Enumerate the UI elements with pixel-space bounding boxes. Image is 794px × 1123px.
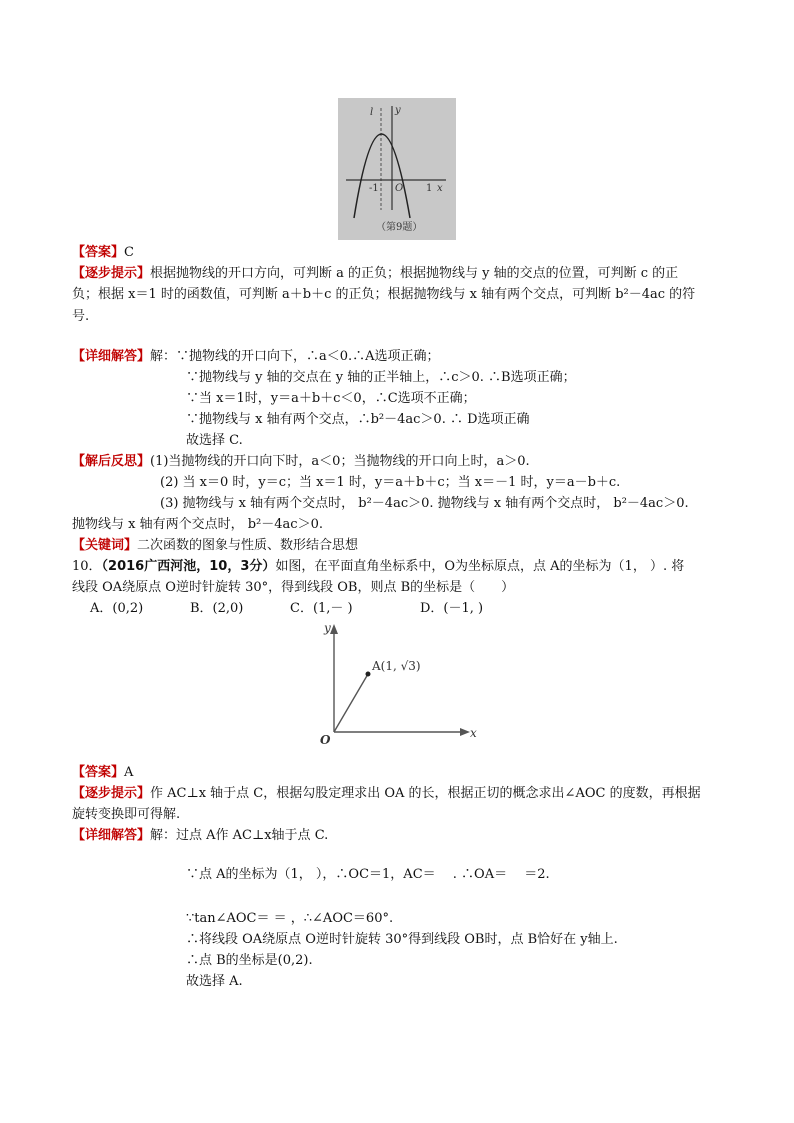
q10-hint-1: 作 AC⊥x 轴于点 C，根据勾股定理求出 OA 的长，根据正切的概念求出∠AOC 的度数，再根据 (150, 786, 701, 801)
q10-answer-tag: 【答案】 (72, 765, 125, 780)
fig9-l-label: l (370, 107, 374, 118)
fig10-x-label: x (470, 726, 477, 740)
fig9-origin-label: O (395, 183, 404, 194)
q9-detail-tag: 【详细解答】 (72, 349, 151, 364)
fig10-origin-label: O (320, 733, 331, 747)
q10-detail-4: ∴将线段 OA绕原点 O逆时针旋转 30°得到线段 OB时，点 B恰好在 y轴上. (186, 932, 618, 947)
fig9-caption: （第9题） (376, 222, 423, 233)
q10-option-b: B．(2,0) (190, 601, 244, 616)
q10-detail-5: ∴点 B的坐标是(0,2). (186, 953, 313, 968)
q10-source: （2016广西河池，10，3分） (101, 559, 276, 574)
q9-reflect-3: (3) 抛物线与 x 轴有两个交点时， b²－4ac＞0. 抛物线与 x 轴有两个交点时， b²－4ac＞0. (160, 496, 689, 511)
q9-detail-1: 解：∵抛物线的开口向下，∴a＜0.∴A选项正确； (150, 349, 440, 364)
parabola-figure (338, 98, 456, 240)
q10-answer-line (72, 764, 133, 782)
q9-detail-2: ∵抛物线与 y 轴的交点在 y 轴的正半轴上，∴c＞0. ∴B选项正确； (186, 370, 576, 385)
fig9-one-label: 1 (426, 183, 433, 194)
q10-hint-2: 旋转变换即可得解. (72, 807, 181, 822)
q10-hint-tag: 【逐步提示】 (72, 786, 151, 801)
q10-option-a: A．(0,2) (90, 601, 144, 616)
q9-reflect-1: (1)当抛物线的开口向下时，a＜0；当抛物线的开口向上时，a＞0. (150, 454, 530, 469)
fig9-neg1-label: -1 (369, 183, 379, 194)
q10-number: 10． (72, 559, 102, 574)
q9-reflect-line-1 (72, 453, 530, 471)
q9-keywords-line (72, 537, 358, 555)
q10-option-d: D．(－1, ) (420, 601, 484, 616)
q10-detail-line-1 (72, 827, 328, 845)
q9-reflect-tag: 【解后反思】 (72, 454, 151, 469)
q10-detail-2: ∵点 A的坐标为（1， ），∴OC＝1，AC＝ . ∴OA＝ ＝2. (186, 867, 550, 882)
fig10-x-arrow (460, 728, 470, 736)
q10-detail-1: 解：过点 A作 AC⊥x轴于点 C. (150, 828, 329, 843)
q10-stem-line-1 (72, 558, 684, 576)
q10-hint-line-1 (72, 785, 701, 803)
q10-stem-1: 如图，在平面直角坐标系中，O为坐标原点，点 A的坐标为（1， ）. 将 (275, 559, 685, 574)
q9-detail-5: 故选择 C. (186, 433, 243, 448)
fig10-point-label: A(1, √3) (372, 659, 421, 673)
q9-reflect-2: (2) 当 x＝0 时，y＝c；当 x＝1 时，y＝a＋b＋c；当 x＝－1 时，y＝a－b＋c. (160, 475, 621, 490)
q9-detail-4: ∵抛物线与 x 轴有两个交点，∴b²－4ac＞0. ∴ D选项正确 (186, 412, 530, 427)
q9-keywords: 二次函数的图象与性质、数形结合思想 (137, 538, 359, 553)
q10-stem-2: 线段 OA绕原点 O逆时针旋转 30°，得到线段 OB，则点 B的坐标是（ ） (72, 580, 515, 595)
coordinate-graph (310, 620, 480, 750)
fig10-segment-oa (334, 674, 368, 732)
fig9-y-label: y (395, 105, 401, 116)
q9-hint-line-1 (72, 265, 678, 283)
fig9-x-label: x (437, 183, 443, 194)
parabola-graph (338, 98, 456, 240)
q10-answer: A (124, 765, 134, 780)
q10-option-c: C．(1,－ ) (290, 601, 353, 616)
q9-answer-line (72, 244, 134, 262)
q10-detail-tag: 【详细解答】 (72, 828, 151, 843)
q10-detail-3: ∵tan∠AOC＝ ＝ ，∴∠AOC＝60°. (186, 911, 394, 926)
fig10-point-a (366, 672, 371, 677)
q9-answer-tag: 【答案】 (72, 245, 125, 260)
q9-hint-tag: 【逐步提示】 (72, 266, 151, 281)
fig10-y-arrow (330, 624, 338, 634)
q10-detail-6: 故选择 A. (186, 974, 243, 989)
q9-hint-2: 负；根据 x＝1 时的函数值，可判断 a＋b＋c 的正负；根据抛物线与 x 轴有两个交点，可判断 b²－4ac 的符 (72, 287, 696, 302)
q9-hint-3: 号. (72, 309, 90, 324)
q9-reflect-4: 抛物线与 x 轴有两个交点时， b²－4ac＞0. (72, 517, 323, 532)
q9-detail-line-1 (72, 348, 440, 366)
fig10-y-label: y (324, 621, 331, 635)
q9-key-tag: 【关键词】 (72, 538, 138, 553)
q9-answer: C (124, 245, 134, 260)
q9-detail-3: ∵当 x＝1时，y＝a＋b＋c＜0，∴C选项不正确； (186, 391, 476, 406)
coordinate-figure (310, 620, 480, 750)
q9-hint-1: 根据抛物线的开口方向，可判断 a 的正负；根据抛物线与 y 轴的交点的位置，可判断 c 的正 (150, 266, 679, 281)
